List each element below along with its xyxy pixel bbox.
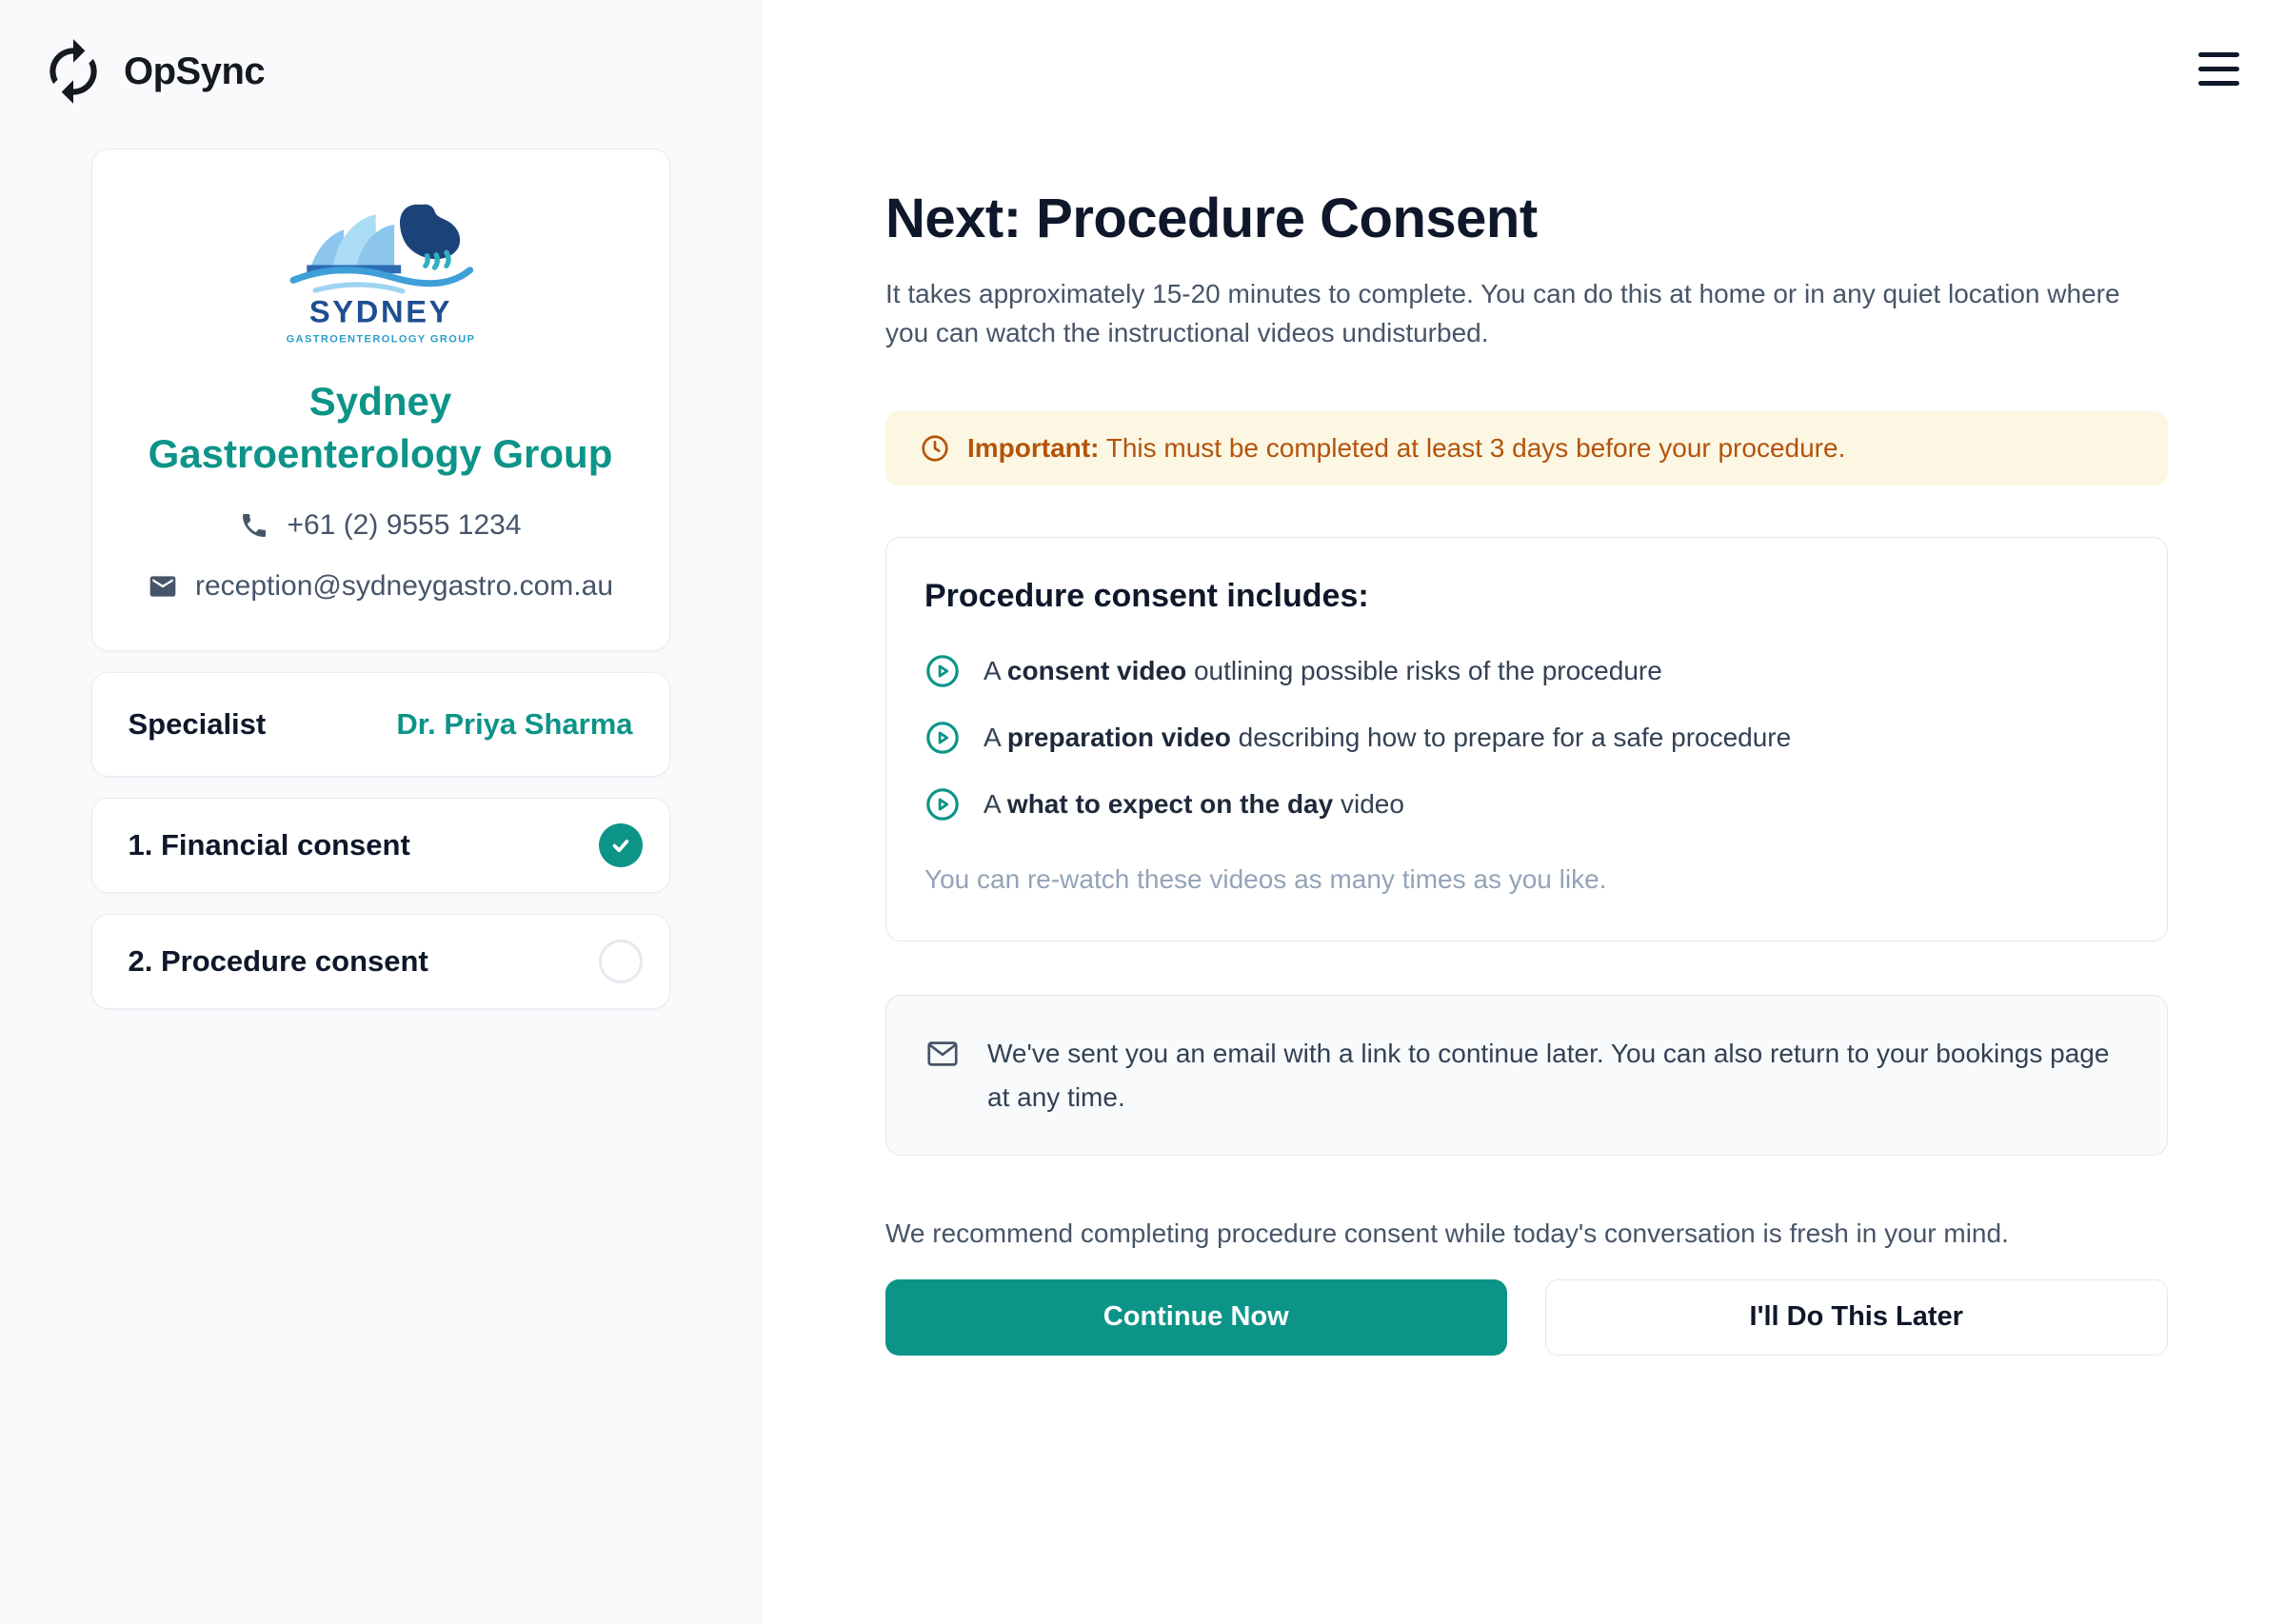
- list-item: [924, 720, 2129, 756]
- important-message: This must be completed at least 3 days before your procedure.: [1105, 433, 1846, 464]
- do-this-later-button[interactable]: I'll Do This Later: [1545, 1279, 2169, 1356]
- circle-play-icon: [924, 653, 961, 689]
- specialist-label: Specialist: [128, 706, 267, 741]
- clinic-logo: [280, 188, 482, 356]
- clinic-logo-title: SYDNEY: [308, 293, 452, 329]
- step-procedure-consent[interactable]: [91, 914, 670, 1009]
- important-banner: [885, 411, 2168, 485]
- check-icon: [599, 823, 643, 867]
- sidebar: [0, 0, 762, 1624]
- circle-play-icon: [924, 720, 961, 756]
- brand: [0, 0, 761, 107]
- includes-heading: Procedure consent includes:: [924, 578, 1369, 615]
- includes-box: [885, 537, 2168, 941]
- clinic-phone: +61 (2) 9555 1234: [287, 508, 522, 541]
- page-subtitle: It takes approximately 15-20 minutes to complete. You can do this at home or in any quiet location where you can watch the instructional videos undisturbed.: [885, 279, 2120, 347]
- clinic-name-line2: Gastroenterology Group: [148, 431, 613, 477]
- clinic-card: [91, 149, 670, 651]
- sync-arrows-icon: [38, 36, 109, 107]
- clinic-phone-row[interactable]: [129, 509, 633, 542]
- step-label: 2. Procedure consent: [128, 943, 428, 978]
- important-label: Important:: [967, 433, 1100, 464]
- clinic-logo-subtitle: GASTROENTEROLOGY GROUP: [286, 333, 475, 346]
- clinic-name: [129, 375, 633, 481]
- list-item-text: A preparation video describing how to prepare for a safe procedure: [984, 723, 1792, 753]
- includes-note: You can re-watch these videos as many times as you like.: [924, 864, 1607, 895]
- step-financial-consent[interactable]: [91, 798, 670, 893]
- circle-play-icon: [924, 786, 961, 822]
- specialist-value: Dr. Priya Sharma: [396, 706, 633, 741]
- hamburger-menu-icon[interactable]: [2198, 52, 2239, 86]
- list-item-text: A consent video outlining possible risks of the procedure: [984, 656, 1662, 686]
- empty-circle: [599, 940, 643, 983]
- page-title: Next: Procedure Consent: [885, 188, 1538, 249]
- list-item-text: A what to expect on the day video: [984, 789, 1404, 820]
- email-notice-text: We've sent you an email with a link to continue later. You can also return to your bookings page at any time.: [987, 1039, 2110, 1112]
- step-label: 1. Financial consent: [128, 827, 410, 862]
- important-text: [967, 433, 1845, 464]
- phone-icon: [239, 510, 269, 541]
- includes-list: [924, 653, 2129, 822]
- envelope-icon: [148, 571, 178, 602]
- button-row: [885, 1279, 2168, 1356]
- list-item: [924, 786, 2129, 822]
- brand-name: OpSync: [124, 50, 266, 92]
- clinic-email-row[interactable]: [129, 570, 633, 603]
- list-item: [924, 653, 2129, 689]
- main-content: [762, 0, 2285, 1624]
- clinic-email: reception@sydneygastro.com.au: [194, 569, 613, 602]
- recommendation-text: We recommend completing procedure consent while today's conversation is fresh in your mind.: [885, 1218, 2009, 1248]
- continue-now-button[interactable]: Continue Now: [885, 1279, 1507, 1356]
- specialist-card: [91, 672, 670, 777]
- clock-icon: [920, 433, 950, 464]
- envelope-outline-icon: [924, 1036, 961, 1072]
- clinic-name-line1: Sydney: [308, 379, 452, 424]
- email-notice: [885, 995, 2168, 1156]
